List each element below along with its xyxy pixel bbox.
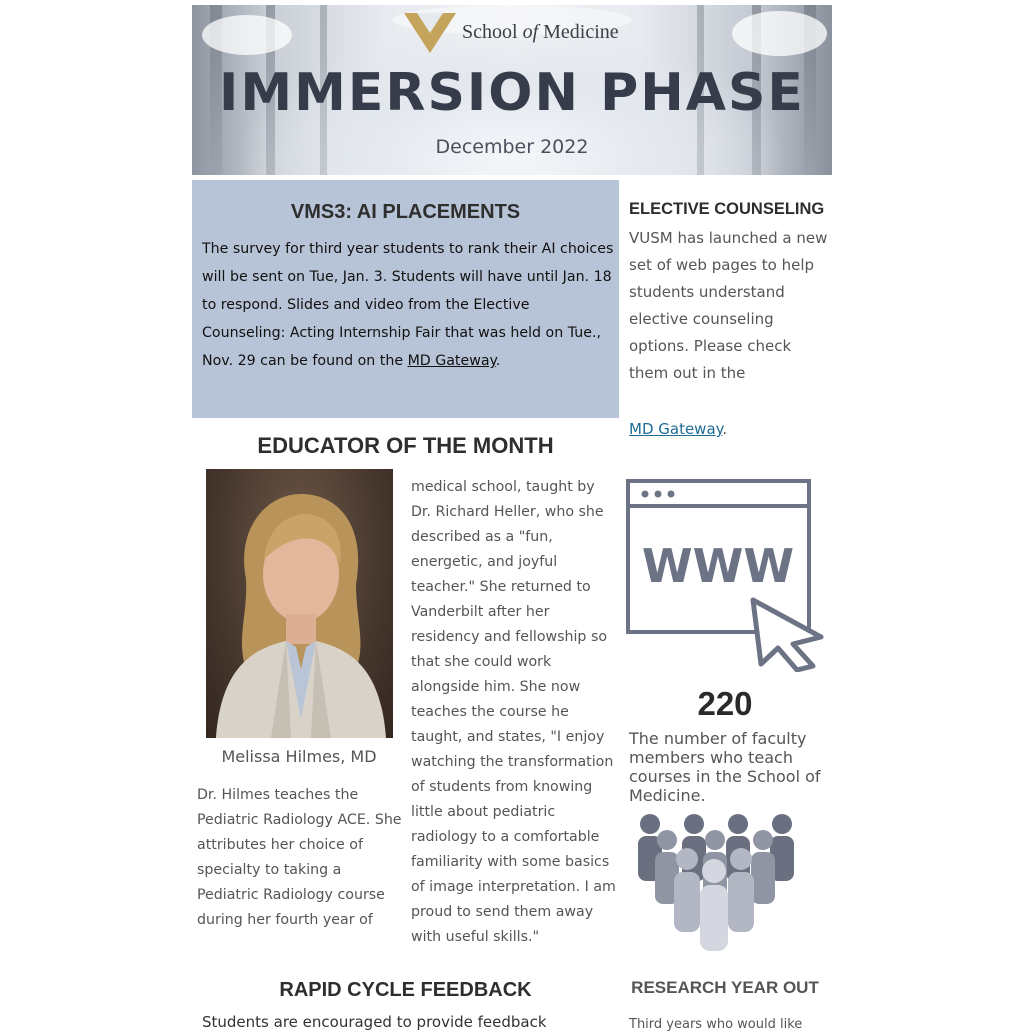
educator-title: EDUCATOR OF THE MONTH [257,433,554,458]
snow-cluster [202,15,292,55]
web-browser-icon [625,472,831,672]
school-name: School of Medicine [462,21,619,43]
faculty-count-description: The number of faculty members who teach courses in the School of Medicine. [629,729,821,805]
people-group-icon [637,813,807,953]
ai-placements-title: VMS3: AI PLACEMENTS [290,201,521,223]
educator-bio-part1: Dr. Hilmes teaches the Pediatric Radiology ACE. She attributes her choice of specialty to taking a Pediatric Radiology course during her fourth year of [197,787,402,928]
newsletter [192,5,832,1032]
elective-counseling-title: ELECTIVE COUNSELING [629,200,825,218]
rapid-cycle-title: RAPID CYCLE FEEDBACK [279,979,532,1001]
snow-cluster [732,11,827,56]
faculty-count: 220 [697,685,753,722]
ai-placements-body: The survey for third year students to rank their AI choices will be sent on Tue, Jan. 3. Students will have until Jan. 18 to respond. Slides and video from the Elective Counseling: Acting Internship Fair that was held on Tue., Nov. 29 can be found on the MD Gateway. [202,241,614,369]
research-year-body: Third years who would like [629,1017,803,1032]
elective-counseling-link-line: MD Gateway. [629,420,728,438]
research-year-title: RESEARCH YEAR OUT [631,978,819,997]
header-banner [192,5,832,175]
md-gateway-link[interactable]: MD Gateway [407,353,496,369]
educator-name: Melissa Hilmes, MD [221,747,377,766]
md-gateway-link-2[interactable]: MD Gateway [629,420,723,438]
ai-placements-section [192,180,619,418]
elective-counseling-body: VUSM has launched a new set of web pages to help students understand elective counseling options. Please check them out in the [629,229,828,382]
newsletter-date: December 2022 [435,136,589,158]
newsletter-title: IMMERSION PHASE [219,63,805,123]
vanderbilt-logo-inner [417,13,443,33]
rapid-cycle-body: Students are encouraged to provide feedback [202,1013,547,1031]
www-label: WWW [641,539,795,593]
educator-bio-part2: medical school, taught by Dr. Richard Heller, who she described as a "fun, energetic, and joyful teacher." She returned to Vanderbilt after her residency and fellowship so that she could work alongside him. She now teaches the course he taught, and states, "I enjoy watching the transformation of students from knowing little about pediatric radiology to a comfortable familiarity with some basics of image interpretation. I am proud to send them away with useful skills." [411,479,616,945]
educator-photo [206,469,393,738]
